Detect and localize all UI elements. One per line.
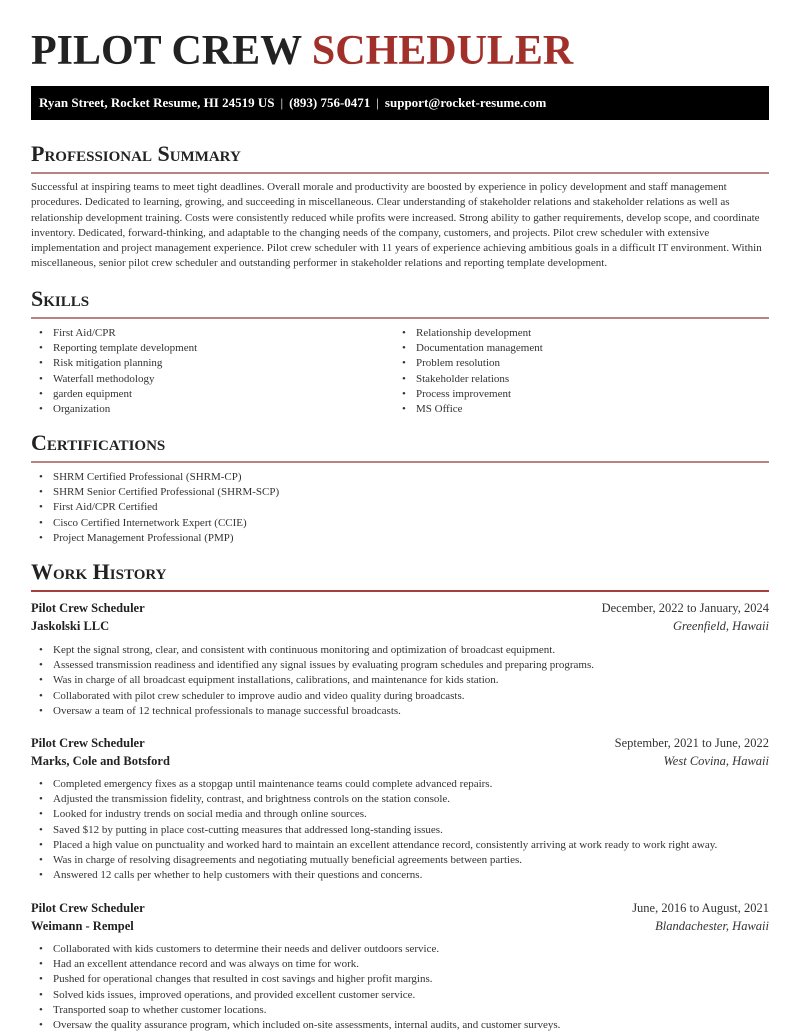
skill-item: • First Aid/CPR [31,326,197,341]
certification-item: • SHRM Certified Professional (SHRM-CP) [31,470,279,485]
contact-separator: | [376,95,379,110]
job-location: West Covina, Hawaii [663,754,769,768]
section-title-summary: Professional Summary [31,141,241,166]
section-divider [31,590,769,592]
job-dates: June, 2016 to August, 2021 [632,901,769,915]
skill-item: • garden equipment [31,387,197,402]
job-bullet: • Saved $12 by putting in place cost-cutting measures that addressed long-standing issues. [31,823,717,838]
section-title-skills: Skills [31,286,90,311]
skill-item: • Problem resolution [394,356,543,371]
job-bullet: • Collaborated with pilot crew scheduler to improve audio and video quality during broadcasts. [31,689,594,704]
job-company: Weimann - Rempel [31,919,134,933]
job-bullet: • Completed emergency fixes as a stopgap until maintenance teams could complete advanced repairs. [31,777,717,792]
job-bullet: • Pushed for operational changes that resulted in cost savings and higher profit margins. [31,972,560,987]
certification-item: • First Aid/CPR Certified [31,500,279,515]
skill-item: • Process improvement [394,387,543,402]
job-bullet: • Was in charge of resolving disagreements and negotiating mutually beneficial agreements between parties. [31,853,717,868]
skill-item: • Documentation management [394,341,543,356]
job-location: Blandachester, Hawaii [655,919,769,933]
certifications-list [31,470,279,546]
certification-item: • SHRM Senior Certified Professional (SHRM-SCP) [31,485,279,500]
job-bullet: • Assessed transmission readiness and identified any signal issues by evaluating program schedules and preparing programs. [31,658,594,673]
skill-item: • Reporting template development [31,341,197,356]
summary-text: Successful at inspiring teams to meet tight deadlines. Overall morale and productivity are boosted by experience in policy development and staff management procedures. Dedicated to learning, growing, and succeeding in miscellaneous. Clear understanding of stakeholder relations and stakeholder relations as well as relationship development training. Costs were consistently reduced while profits were increased. Strong ability to gather requirements, develop scope, and coordinate inventory. Dedicated, forward-thinking, and adaptable to the changing needs of the company, customers, and projects. Pilot crew scheduler with extensive implementation and project management experience. Pilot crew scheduler with 11 years of experience achieving ambitious goals in a difficult IT environment. Within miscellaneous, senior pilot crew scheduler and outstanding performer in stakeholder relations and reporting template development. [31,181,762,270]
job-title: Pilot Crew Scheduler [31,901,145,915]
job-bullet: • Oversaw the quality assurance program, which included on-site assessments, internal audits, and customer surveys. [31,1018,560,1033]
job-dates: September, 2021 to June, 2022 [614,736,769,750]
skill-item: • Risk mitigation planning [31,356,197,371]
name-part-accent: SCHEDULER [311,28,574,74]
section-title-certifications: Certifications [31,430,166,455]
certification-item: • Project Management Professional (PMP) [31,531,279,546]
job-title: Pilot Crew Scheduler [31,736,145,750]
section-title-work-history: Work History [31,559,167,584]
resume-name-heading [31,27,573,75]
job-company: Jaskolski LLC [31,619,110,633]
job-bullets [31,777,717,883]
job-bullets [31,942,560,1033]
contact-bar [31,86,769,120]
job-title: Pilot Crew Scheduler [31,601,145,615]
job-bullet: • Solved kids issues, improved operations, and provided excellent customer service. [31,988,560,1003]
job-bullet: • Adjusted the transmission fidelity, contrast, and brightness controls on the station console. [31,792,717,807]
name-part-primary: PILOT CREW [31,28,302,74]
skill-item: • Stakeholder relations [394,372,543,387]
contact-separator: | [280,95,284,110]
job-bullet: • Answered 12 calls per whether to help customers with their questions and concerns. [31,868,717,883]
job-bullet: • Transported soap to whether customer locations. [31,1003,560,1018]
job-bullet: • Oversaw a team of 12 technical professionals to manage successful broadcasts. [31,704,594,719]
section-divider [31,461,769,463]
contact-phone: (893) 756-0471 [289,95,371,110]
job-bullet: • Was in charge of all broadcast equipment installations, calibrations, and maintenance for kids station. [31,673,594,688]
skill-item: • Waterfall methodology [31,372,197,387]
contact-email: support@rocket-resume.com [384,95,547,110]
skill-item: • Relationship development [394,326,543,341]
job-bullet: • Placed a high value on punctuality and worked hard to maintain an excellent attendance record, consistently arriving at work ready to work right away. [31,838,717,853]
certification-item: • Cisco Certified Internetwork Expert (CCIE) [31,516,279,531]
job-bullet: • Kept the signal strong, clear, and consistent with continuous monitoring and optimization of broadcast equipment. [31,643,594,658]
skill-item: • MS Office [394,402,543,417]
job-company: Marks, Cole and Botsford [31,754,170,768]
contact-address: Ryan Street, Rocket Resume, HI 24519 US [39,95,275,110]
job-bullet: • Had an excellent attendance record and was always on time for work. [31,957,560,972]
section-divider [31,172,769,174]
job-location: Greenfield, Hawaii [672,619,769,633]
section-divider [31,317,769,319]
skills-list-left [31,326,197,417]
job-bullet: • Looked for industry trends on social media and through online sources. [31,807,717,822]
job-bullets [31,643,594,719]
skills-list-right [394,326,543,417]
job-dates: December, 2022 to January, 2024 [601,601,769,615]
skill-item: • Organization [31,402,197,417]
job-bullet: • Collaborated with kids customers to determine their needs and deliver outdoors service. [31,942,560,957]
